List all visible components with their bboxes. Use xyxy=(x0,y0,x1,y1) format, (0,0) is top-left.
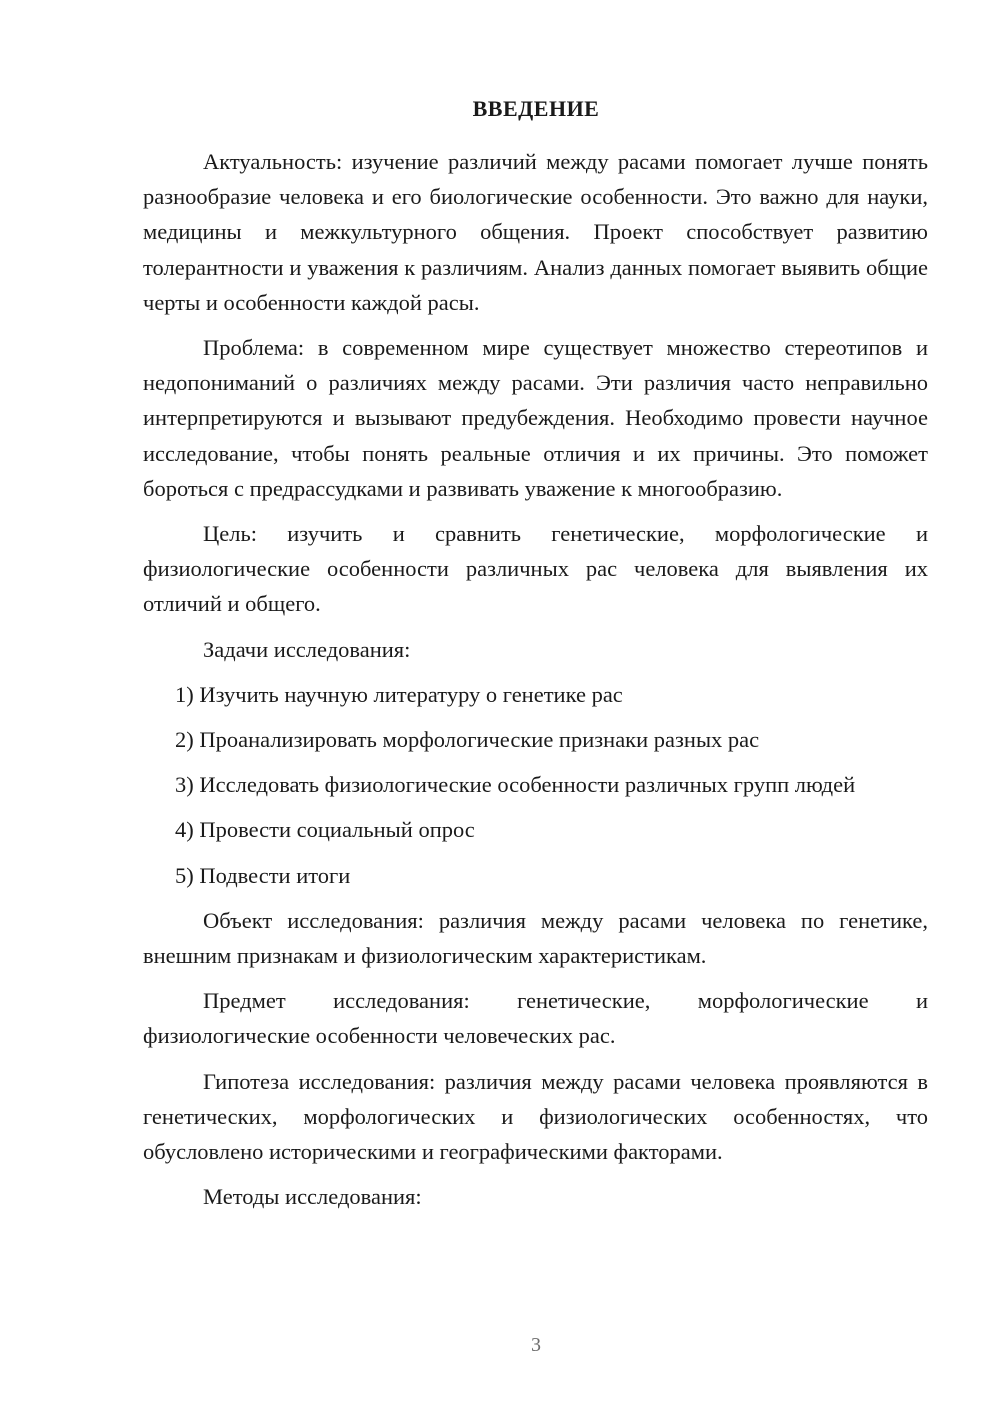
object-paragraph: Объект исследования: различия между расами человека по генетике, внешним признакам и физиологическим характеристикам. xyxy=(143,907,928,969)
task-item: 5) Подвести итоги xyxy=(175,862,351,888)
goal-paragraph: Цель: изучить и сравнить генетические, морфологические и физиологические особенности различных рас человека для выявления их отличий и общего. xyxy=(143,521,928,617)
problem-paragraph: Проблема: в современном мире существует множество стереотипов и недопониманий о различиях между расами. Эти различия часто неправильно интерпретируются и вызывают предубеждения. Необходимо провести научное исследование, чтобы понять реальные отличия и их причины. Это поможет бороться с предрассудками и развивать уважение к многообразию. xyxy=(143,335,928,501)
task-item: 3) Исследовать физиологические особенности различных групп людей xyxy=(175,772,856,798)
page-number: 3 xyxy=(531,1334,541,1356)
page-title: ВВЕДЕНИЕ xyxy=(472,96,600,121)
task-item: 2) Проанализировать морфологические признаки разных рас xyxy=(175,727,760,753)
document-body xyxy=(143,144,928,1224)
hypothesis-paragraph: Гипотеза исследования: различия между расами человека проявляются в генетических, морфологических и физиологических особенностях, что обусловлено историческими и географическими факторами. xyxy=(143,1068,928,1165)
tasks-list xyxy=(143,677,928,893)
methods-heading: Методы исследования: xyxy=(203,1184,422,1210)
task-item: 4) Провести социальный опрос xyxy=(175,817,475,843)
task-item: 1) Изучить научную литературу о генетике рас xyxy=(175,681,623,707)
tasks-heading: Задачи исследования: xyxy=(203,636,411,662)
relevance-paragraph: Актуальность: изучение различий между расами помогает лучше понять разнообразие человека и его биологические особенности. Это важно для науки, медицины и межкультурного общения. Проект способствует развитию толерантности и уважения к различиям. Анализ данных помогает выявить общие черты и особенности каждой расы. xyxy=(143,149,928,315)
subject-paragraph: Предмет исследования: генетические, морфологические и физиологические особенности человеческих рас. xyxy=(143,988,928,1049)
